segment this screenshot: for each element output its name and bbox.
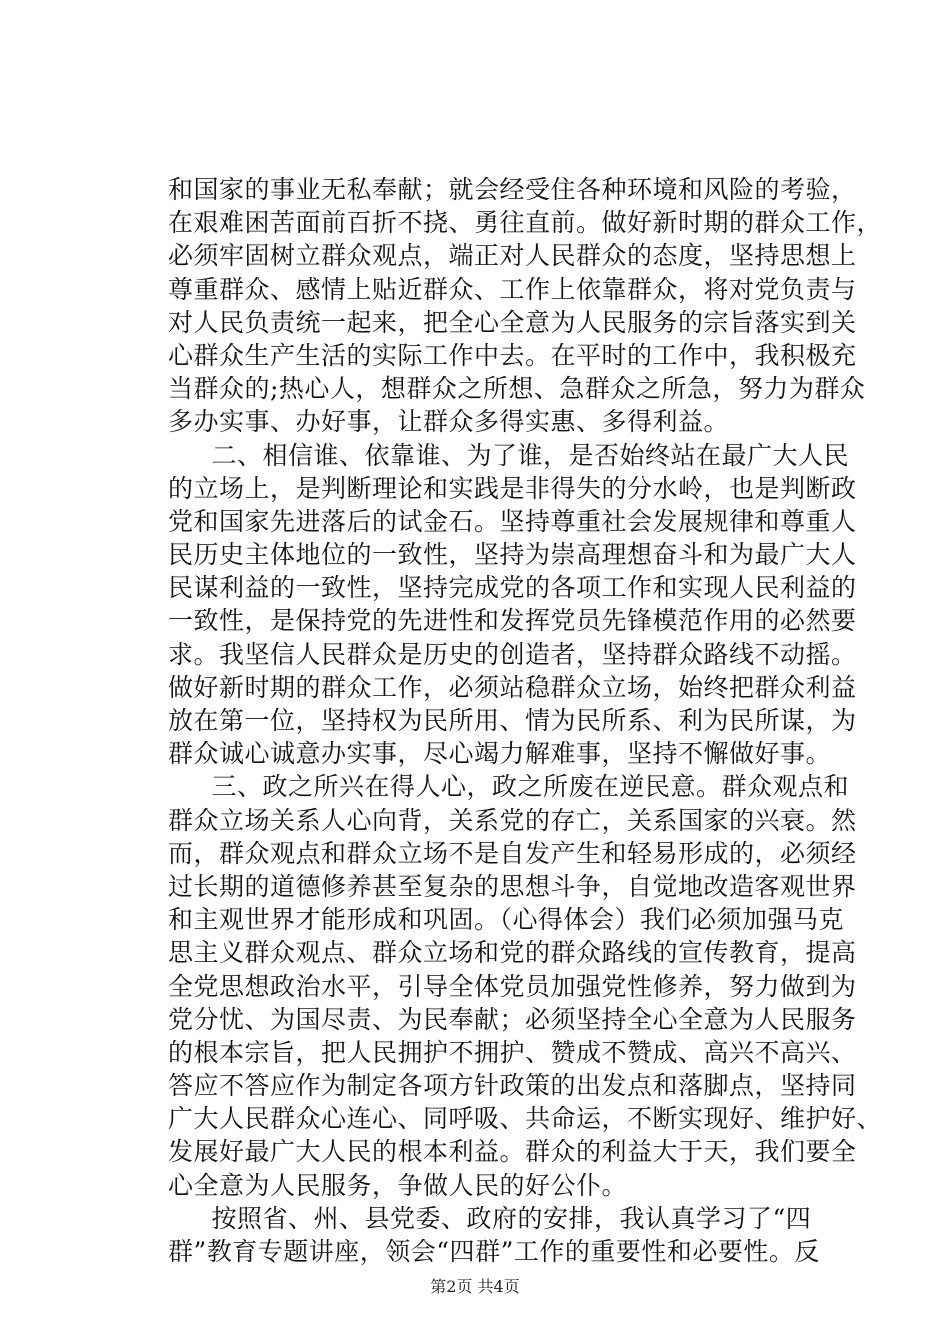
text-line: 群众诚心诚意办实事，尽心竭力解难事，坚持不懈做好事。 bbox=[168, 739, 832, 769]
text-line: 按照省、州、县党委、政府的安排，我认真学习了“四 bbox=[186, 1203, 812, 1233]
text-line: 放在第一位，坚持权为民所用、情为民所系、利为民所谋，为 bbox=[168, 706, 857, 735]
text-line: 尊重群众、感情上贴近群众、工作上依靠群众，将对党负责与 bbox=[168, 274, 857, 304]
text-line: 和国家的事业无私奉献；就会经受住各种环境和风险的考验， bbox=[168, 175, 857, 204]
text-line: 过长期的道德修养甚至复杂的思想斗争，自觉地改造客观世界 bbox=[168, 871, 857, 901]
text-line: 的立场上，是判断理论和实践是非得失的分水岭，也是判断政 bbox=[168, 473, 857, 503]
text-line: 全党思想政治水平，引导全体党员加强党性修养，努力做到为 bbox=[168, 971, 857, 1001]
text-line: 思主义群众观点、群众立场和党的群众路线的宣传教育，提高 bbox=[168, 938, 857, 968]
document-body bbox=[168, 173, 883, 1268]
text-line: 而，群众观点和群众立场不是自发产生和轻易形成的，必须经 bbox=[168, 838, 857, 868]
text-line: 党和国家先进落后的试金石。坚持尊重社会发展规律和尊重人 bbox=[168, 506, 857, 536]
text-line: 心全意为人民服务，争做人民的好公仆。 bbox=[168, 1170, 628, 1200]
text-line: 三、政之所兴在得人心，政之所废在逆民意。群众观点和 bbox=[186, 772, 850, 802]
text-line: 和主观世界才能形成和巩固。（心得体会）我们必须加强马克 bbox=[168, 905, 845, 935]
text-line: 心群众生产生活的实际工作中去。在平时的工作中，我积极充 bbox=[168, 340, 857, 370]
text-line: 答应不答应作为制定各项方针政策的出发点和落脚点，坚持同 bbox=[168, 1071, 857, 1101]
text-line: 二、相信谁、依靠谁、为了谁，是否始终站在最广大人民 bbox=[186, 440, 850, 470]
text-line: 必须牢固树立群众观点，端正对人民群众的态度，坚持思想上 bbox=[168, 241, 857, 271]
text-line: 民历史主体地位的一致性，坚持为崇高理想奋斗和为最广大人 bbox=[168, 540, 857, 570]
text-line: 群”教育专题讲座，领会“四群”工作的重要性和必要性。反 bbox=[168, 1237, 820, 1266]
text-line: 党分忧、为国尽责、为民奉献；必须坚持全心全意为人民服务 bbox=[168, 1004, 857, 1034]
page-footer bbox=[0, 1274, 950, 1297]
text-line: 发展好最广大人民的根本利益。群众的利益大于天，我们要全 bbox=[168, 1137, 857, 1167]
text-line: 民谋利益的一致性，坚持完成党的各项工作和实现人民利益的 bbox=[168, 573, 857, 603]
text-line: 多办实事、办好事，让群众多得实惠、多得利益。 bbox=[168, 407, 730, 437]
text-line: 群众立场关系人心向背，关系党的存亡，关系国家的兴衰。然 bbox=[168, 805, 857, 835]
text-line: 做好新时期的群众工作，必须站稳群众立场，始终把群众利益 bbox=[168, 672, 857, 702]
text-line: 一致性，是保持党的先进性和发挥党员先锋模范作用的必然要 bbox=[168, 606, 857, 636]
text-line: 当群众的;热心人，想群众之所想、急群众之所急，努力为群众 bbox=[168, 374, 866, 404]
text-line: 在艰难困苦面前百折不挠、勇往直前。做好新时期的群众工作， bbox=[168, 208, 883, 238]
text-line: 对人民负责统一起来，把全心全意为人民服务的宗旨落实到关 bbox=[168, 307, 857, 337]
text-line: 求。我坚信人民群众是历史的创造者，坚持群众路线不动摇。 bbox=[168, 639, 857, 669]
text-line: 的根本宗旨，把人民拥护不拥护、赞成不赞成、高兴不高兴、 bbox=[168, 1037, 857, 1067]
page-indicator: 第2页 共4页 bbox=[430, 1277, 520, 1296]
text-line: 广大人民群众心连心、同呼吸、共命运，不断实现好、维护好、 bbox=[168, 1104, 883, 1134]
